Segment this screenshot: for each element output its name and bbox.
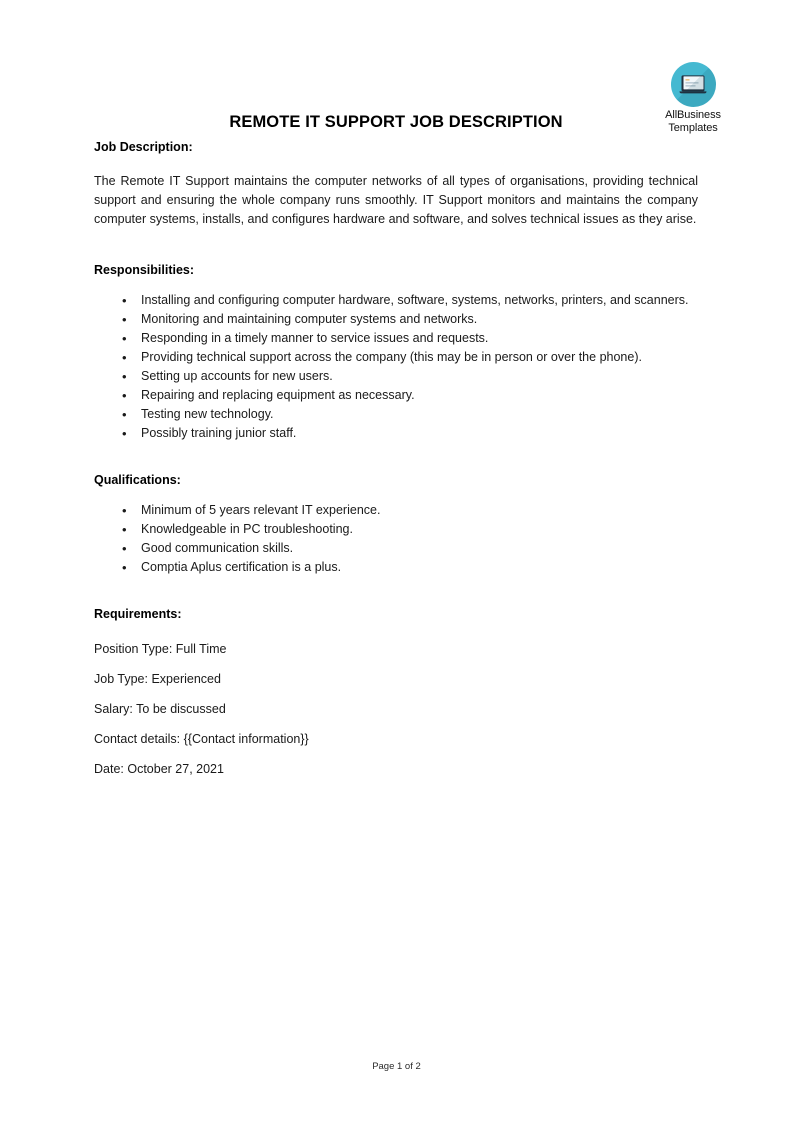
spacer <box>94 277 698 291</box>
heading-job-description: Job Description: <box>94 140 193 154</box>
logo-text-line-2: Templates <box>668 122 718 134</box>
list-item: • Installing and configuring computer hardware, software, systems, networks, printers, and scanners. <box>94 291 698 310</box>
spacer <box>94 154 698 172</box>
spacer <box>94 577 698 607</box>
list-item: • Comptia Aplus certification is a plus. <box>94 558 698 577</box>
requirement-salary: Salary: To be discussed <box>94 702 226 716</box>
heading-requirements: Requirements: <box>94 607 182 621</box>
list-item: • Setting up accounts for new users. <box>94 367 698 386</box>
responsibilities-list <box>94 291 698 443</box>
list-item: • Possibly training junior staff. <box>94 424 698 443</box>
requirement-position-type: Position Type: Full Time <box>94 642 227 656</box>
job-description-paragraph: The Remote IT Support maintains the computer networks of all types of organisations, providing technical support and ensuring the whole company runs smoothly. IT Support monitors and maintains the company computer systems, installs, and configures hardware and software, and solves technical issues as they arise. <box>94 174 698 226</box>
logo-circle <box>671 62 716 107</box>
list-item: • Good communication skills. <box>94 539 698 558</box>
page-footer: Page 1 of 2 <box>372 1061 421 1072</box>
list-item: • Knowledgeable in PC troubleshooting. <box>94 520 698 539</box>
requirement-date: Date: October 27, 2021 <box>94 762 224 776</box>
spacer <box>94 719 698 730</box>
logo-text-line-1: AllBusiness <box>665 109 721 121</box>
list-item: • Minimum of 5 years relevant IT experience. <box>94 501 698 520</box>
spacer <box>94 749 698 760</box>
list-item: • Monitoring and maintaining computer systems and networks. <box>94 310 698 329</box>
spacer <box>94 659 698 670</box>
page-title: REMOTE IT SUPPORT JOB DESCRIPTION <box>229 113 563 131</box>
document-content <box>94 140 698 779</box>
heading-qualifications: Qualifications: <box>94 473 181 487</box>
requirement-contact-details: Contact details: {{Contact information}} <box>94 732 309 746</box>
spacer <box>94 487 698 501</box>
requirement-job-type: Job Type: Experienced <box>94 672 221 686</box>
list-item: • Testing new technology. <box>94 405 698 424</box>
logo-circle-shading <box>671 62 716 107</box>
qualifications-list <box>94 501 698 577</box>
spacer <box>94 229 698 263</box>
spacer <box>94 443 698 473</box>
heading-responsibilities: Responsibilities: <box>94 263 195 277</box>
spacer <box>94 689 698 700</box>
spacer <box>94 621 698 629</box>
list-item: • Providing technical support across the company (this may be in person or over the phone). <box>94 348 698 367</box>
spacer <box>94 629 698 640</box>
list-item: • Repairing and replacing equipment as necessary. <box>94 386 698 405</box>
list-item: • Responding in a timely manner to service issues and requests. <box>94 329 698 348</box>
